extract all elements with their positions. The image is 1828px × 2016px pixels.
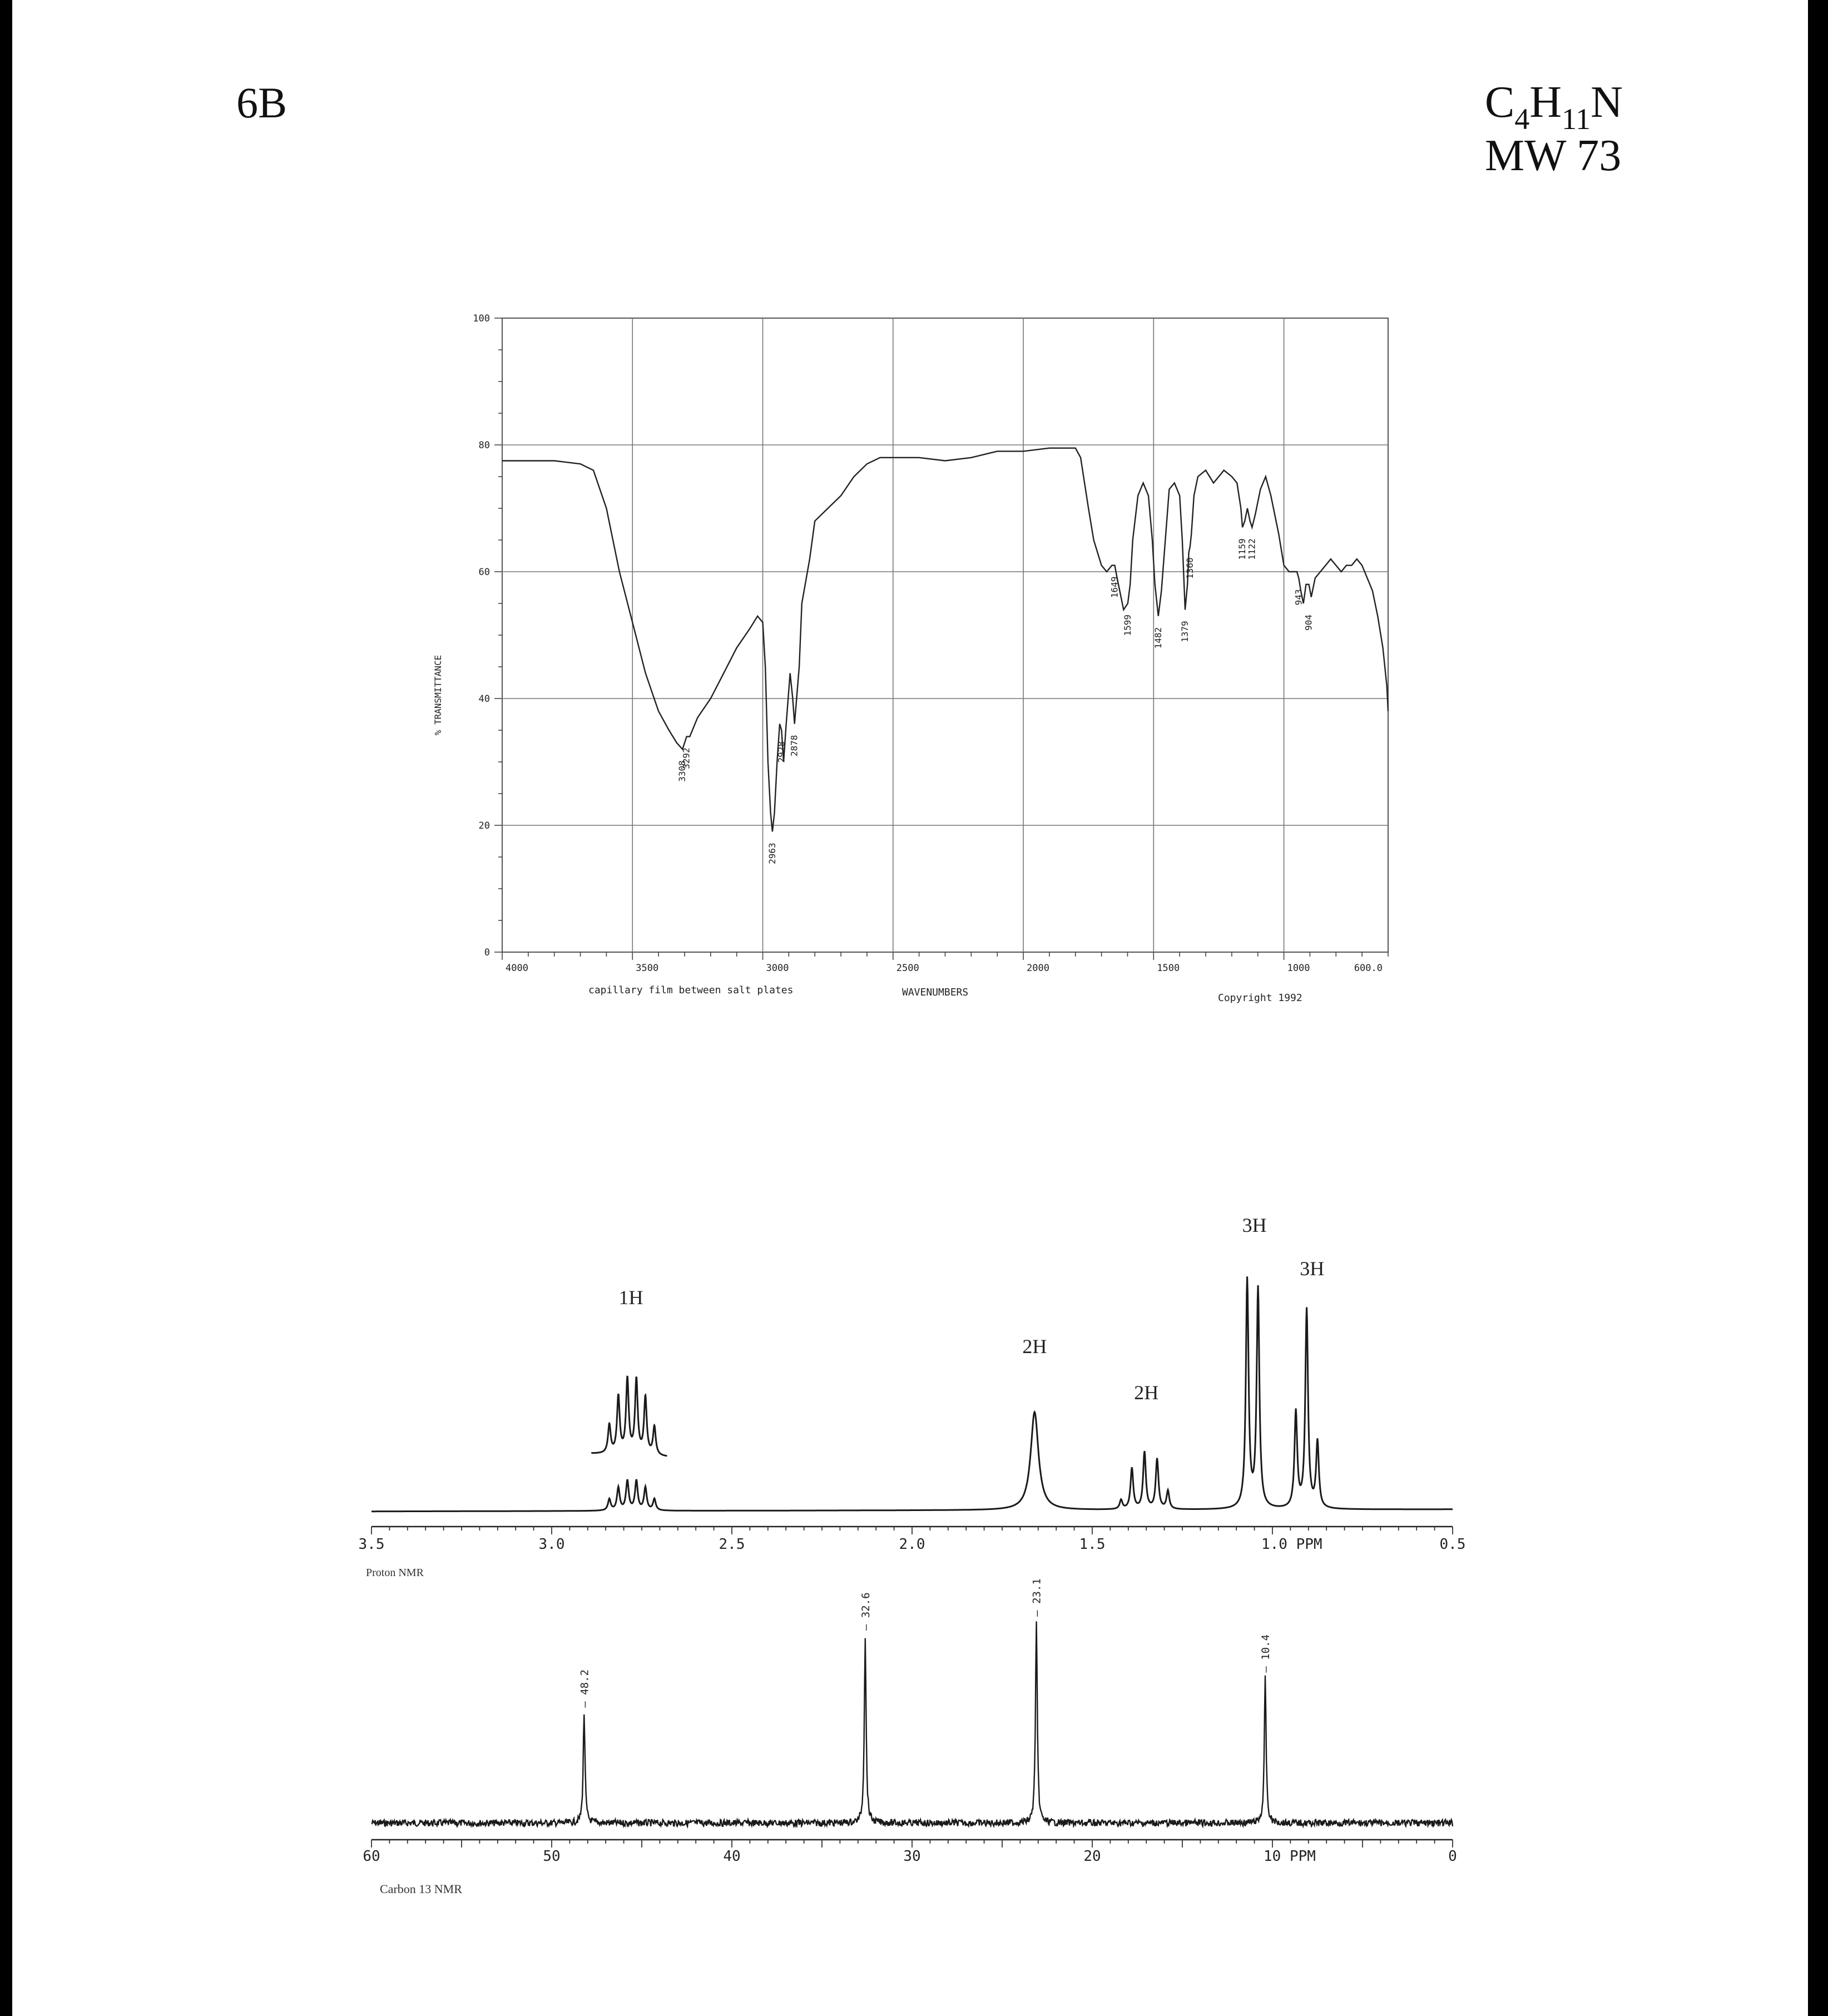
formula-subscript: 4 <box>1514 102 1530 136</box>
proton-nmr-integration-label: 2H <box>1022 1335 1047 1358</box>
ir-peak-label: 2878 <box>789 735 800 757</box>
ir-copyright: Copyright 1992 <box>1218 992 1302 1004</box>
proton-nmr-caption: Proton NMR <box>366 1567 424 1579</box>
carbon-nmr-peak-label: — 48.2 <box>578 1669 591 1708</box>
ir-peak-label: 1360 <box>1184 557 1195 579</box>
proton-nmr-integration-label: 3H <box>1300 1257 1325 1280</box>
carbon-nmr-tick-labels <box>363 1848 1457 1865</box>
carbon-nmr-caption: Carbon 13 NMR <box>380 1882 462 1896</box>
formula-element: H <box>1529 78 1562 127</box>
carbon-nmr-trace <box>371 1621 1453 1826</box>
carbon-nmr-tick-label: 0 <box>1448 1848 1457 1865</box>
ir-y-tick-label: 40 <box>478 694 490 705</box>
carbon-nmr-tick-label: 50 <box>543 1848 561 1865</box>
problem-label: 6B <box>236 78 288 127</box>
proton-nmr-tick-label: 0.5 <box>1439 1536 1466 1553</box>
ir-peak-label: 943 <box>1293 589 1304 606</box>
ir-peak-label: 1122 <box>1246 538 1257 560</box>
ir-peak-label: 1379 <box>1180 621 1191 642</box>
ir-y-tick-label: 20 <box>478 820 490 831</box>
ir-y-axis-label: % TRANSMITTANCE <box>433 655 443 736</box>
ir-x-tick-label: 2500 <box>896 963 919 974</box>
ir-peak-label: 3308 <box>677 760 688 782</box>
ir-x-tick-label: 600.0 <box>1354 963 1383 974</box>
proton-nmr-tick-label: 1.5 <box>1079 1536 1106 1553</box>
carbon-nmr-axis <box>371 1840 1453 1847</box>
ir-x-axis-label: WAVENUMBERS <box>902 987 969 998</box>
ir-y-tick-label: 100 <box>473 313 490 324</box>
molecular-weight: MW 73 <box>1485 131 1622 180</box>
ir-y-tick-label: 0 <box>484 947 490 958</box>
ir-y-tick-label: 60 <box>478 567 490 578</box>
ir-x-tick-label: 3000 <box>766 963 789 974</box>
ir-x-tick-label: 1500 <box>1157 963 1180 974</box>
proton-nmr-tick-label: 2.0 <box>899 1536 925 1553</box>
ir-peak-label: 1482 <box>1152 627 1163 649</box>
carbon-nmr-tick-label: 60 <box>363 1848 380 1865</box>
ir-peak-label: 904 <box>1303 615 1314 631</box>
ir-peak-label: 1159 <box>1237 538 1248 560</box>
ir-x-tick-label: 1000 <box>1287 963 1310 974</box>
carbon-nmr-tick-label: 30 <box>903 1848 921 1865</box>
carbon-nmr-peak-label: — 23.1 <box>1031 1578 1043 1617</box>
proton-nmr-integration-label: 2H <box>1134 1381 1159 1404</box>
ir-peak-label: 2928 <box>776 741 787 763</box>
formula-element: C <box>1485 78 1515 127</box>
carbon-nmr-tick-label: 40 <box>723 1848 741 1865</box>
ir-peak-label: 2963 <box>766 843 777 864</box>
proton-nmr-integration-label: 3H <box>1242 1214 1267 1236</box>
carbon-nmr-peak-labels <box>578 1578 1272 1707</box>
ir-x-tick-label: 2000 <box>1027 963 1050 974</box>
carbon-nmr-peak-label: — 32.6 <box>859 1592 872 1631</box>
proton-nmr-tick-label: 3.5 <box>358 1536 385 1553</box>
ir-x-tick-label: 3500 <box>636 963 659 974</box>
carbon-nmr-tick-label: 10 PPM <box>1264 1848 1316 1865</box>
formula-subscript: 11 <box>1562 102 1591 136</box>
proton-nmr-integration-label: 1H <box>618 1286 643 1309</box>
ir-caption: capillary film between salt plates <box>588 984 794 996</box>
ir-peak-label: 1649 <box>1109 576 1120 598</box>
proton-nmr-tick-label: 3.0 <box>538 1536 565 1553</box>
proton-nmr-tick-label: 2.5 <box>719 1536 745 1553</box>
ir-peak-label: 3292 <box>681 747 692 769</box>
ir-peak-label: 1599 <box>1122 614 1133 636</box>
ir-x-tick-label: 4000 <box>506 963 528 974</box>
proton-nmr-tick-label: 1.0 PPM <box>1261 1536 1322 1553</box>
carbon-nmr-tick-label: 20 <box>1083 1848 1101 1865</box>
carbon-nmr-peak-label: — 10.4 <box>1260 1634 1272 1673</box>
formula-element: N <box>1591 78 1623 127</box>
ir-y-tick-label: 80 <box>478 440 490 451</box>
